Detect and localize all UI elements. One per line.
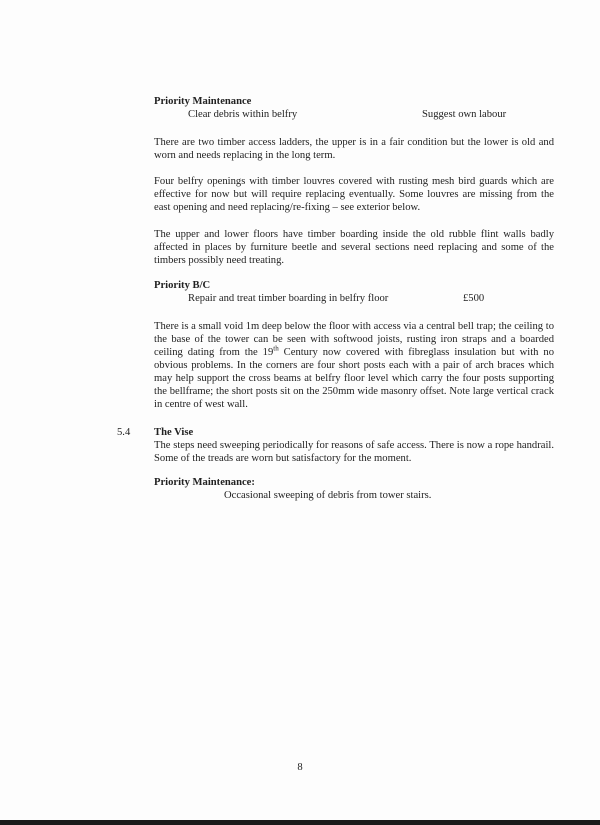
floors-paragraph: The upper and lower floors have timber boarding inside the old rubble flint walls badly affected in places by furniture beetle and several sections need replacing and some of the timbers possibly need treating. (154, 229, 554, 266)
page-number: 8 (297, 762, 303, 773)
priority-maintenance-2-item: Occasional sweeping of debris from tower stairs. (224, 490, 432, 501)
ladders-paragraph: There are two timber access ladders, the upper is in a fair condition but the lower is old and worn and needs replacing in the long term. (154, 137, 554, 161)
vise-heading: The Vise (154, 427, 194, 438)
priority-maintenance-block (154, 95, 554, 121)
priority-maintenance-heading: Priority Maintenance (154, 96, 252, 107)
bc-cost: £500 (463, 293, 485, 304)
bc-item-row (154, 292, 554, 305)
maintenance-item-row (154, 108, 554, 121)
priority-bc-heading: Priority B/C (154, 280, 211, 291)
maintenance-item: Clear debris within belfry (188, 109, 298, 120)
section-number: 5.4 (117, 427, 131, 438)
priority-bc-block (154, 279, 554, 305)
bc-item: Repair and treat timber boarding in belfry floor (188, 293, 389, 304)
void-text-part2: Century now covered with fibreglass insulation but with no obvious problems. In the corners are four short posts each with a pair of arch braces which may help support the cross beams at belfry floor level which carry the four posts supporting the bellframe; the short posts sit on the 250mm wide masonry offset. Note large vertical crack in centre of west wall. (154, 347, 554, 410)
priority-maintenance-2-heading-wrap (154, 476, 554, 489)
void-superscript: th (273, 344, 279, 353)
void-paragraph (154, 320, 554, 411)
vise-block (154, 426, 554, 465)
maintenance-note: Suggest own labour (422, 109, 507, 120)
priority-maintenance-2-heading: Priority Maintenance: (154, 477, 255, 488)
vise-paragraph: The steps need sweeping periodically for reasons of safe access. There is now a rope handrail. Some of the treads are worn but satisfactory for the moment. (154, 440, 554, 464)
openings-paragraph: Four belfry openings with timber louvres covered with rusting mesh bird guards which are effective for now but will require replacing eventually. Some louvres are missing from the east opening and need replacing/re-fixing – see exterior below. (154, 176, 554, 213)
void-text-part1: There is a small void 1m deep below the floor with access via a central bell trap; the ceiling to the base of the tower can be seen with softwood joists, rusting iron straps and a boarded ceiling dating from the 19 (154, 321, 554, 358)
